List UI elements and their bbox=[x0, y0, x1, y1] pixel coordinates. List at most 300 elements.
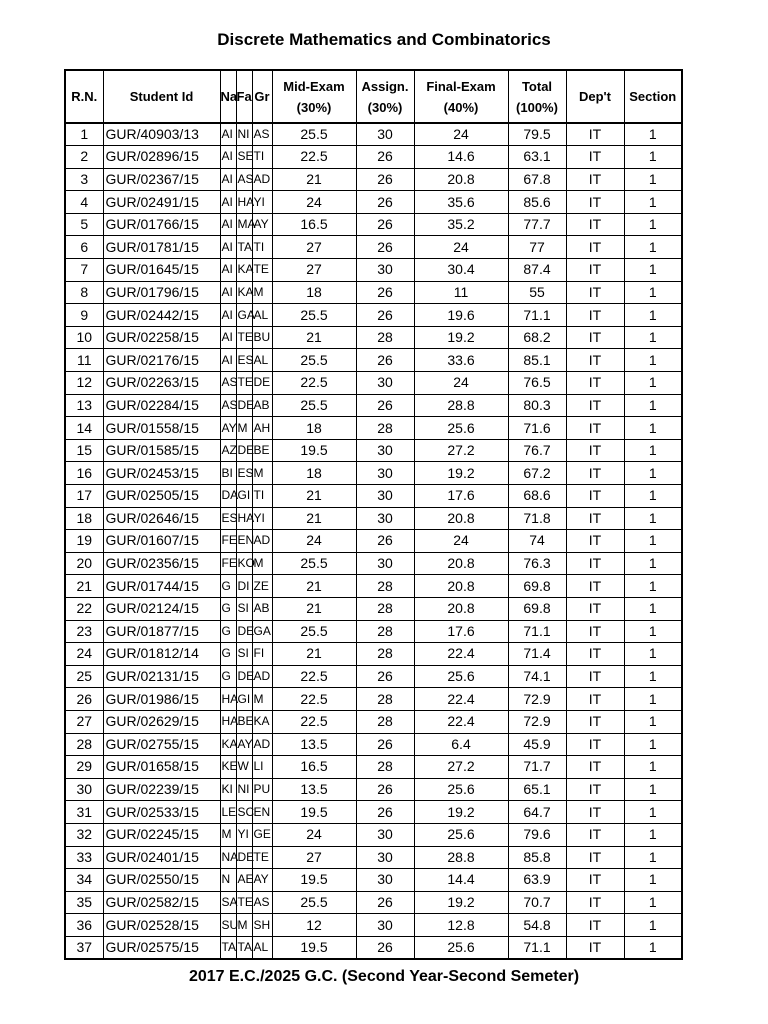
father-name-cell: NI bbox=[236, 123, 252, 146]
final-exam-score-cell: 25.6 bbox=[414, 936, 508, 959]
assignment-score-cell: 30 bbox=[356, 869, 414, 892]
total-score-cell: 71.8 bbox=[508, 507, 566, 530]
student-id-cell: GUR/02356/15 bbox=[103, 552, 220, 575]
mid-exam-score-cell: 25.5 bbox=[272, 620, 356, 643]
row-number-cell: 23 bbox=[65, 620, 103, 643]
department-cell: IT bbox=[566, 710, 624, 733]
assignment-score-cell: 30 bbox=[356, 823, 414, 846]
final-exam-score-cell: 19.2 bbox=[414, 801, 508, 824]
department-cell: IT bbox=[566, 936, 624, 959]
student-id-cell: GUR/01781/15 bbox=[103, 236, 220, 259]
grandfather-name-cell: BE bbox=[252, 439, 272, 462]
assignment-score-cell: 26 bbox=[356, 213, 414, 236]
grandfather-name-cell: M bbox=[252, 281, 272, 304]
father-name-cell: SI bbox=[236, 597, 252, 620]
row-number-cell: 16 bbox=[65, 462, 103, 485]
section-cell: 1 bbox=[624, 801, 682, 824]
student-name-cell: DA bbox=[220, 485, 236, 508]
row-number-cell: 7 bbox=[65, 259, 103, 282]
father-name-cell: M bbox=[236, 914, 252, 937]
section-cell: 1 bbox=[624, 530, 682, 553]
header-mid-exam-weight: (30%) bbox=[296, 99, 332, 115]
table-row bbox=[65, 259, 682, 282]
grandfather-name-cell: AD bbox=[252, 530, 272, 553]
total-score-cell: 71.1 bbox=[508, 304, 566, 327]
final-exam-score-cell: 12.8 bbox=[414, 914, 508, 937]
father-name-cell: SC bbox=[236, 801, 252, 824]
student-id-cell: GUR/40903/13 bbox=[103, 123, 220, 146]
father-name-cell: ES bbox=[236, 349, 252, 372]
row-number-cell: 15 bbox=[65, 439, 103, 462]
father-name-cell: NI bbox=[236, 778, 252, 801]
assignment-score-cell: 26 bbox=[356, 191, 414, 214]
student-name-cell: ES bbox=[220, 507, 236, 530]
department-cell: IT bbox=[566, 891, 624, 914]
department-cell: IT bbox=[566, 552, 624, 575]
row-number-cell: 27 bbox=[65, 710, 103, 733]
grades-body bbox=[65, 123, 682, 959]
total-score-cell: 74.1 bbox=[508, 665, 566, 688]
department-cell: IT bbox=[566, 259, 624, 282]
student-id-cell: GUR/01645/15 bbox=[103, 259, 220, 282]
student-id-cell: GUR/02258/15 bbox=[103, 326, 220, 349]
assignment-score-cell: 30 bbox=[356, 507, 414, 530]
student-name-cell: M bbox=[220, 823, 236, 846]
final-exam-score-cell: 20.8 bbox=[414, 597, 508, 620]
mid-exam-score-cell: 21 bbox=[272, 643, 356, 666]
assignment-score-cell: 26 bbox=[356, 236, 414, 259]
row-number-cell: 33 bbox=[65, 846, 103, 869]
department-cell: IT bbox=[566, 236, 624, 259]
department-cell: IT bbox=[566, 914, 624, 937]
row-number-cell: 25 bbox=[65, 665, 103, 688]
assignment-score-cell: 28 bbox=[356, 417, 414, 440]
father-name-cell: DE bbox=[236, 846, 252, 869]
student-name-cell: AZ bbox=[220, 439, 236, 462]
grades-table bbox=[64, 69, 683, 960]
father-name-cell: SI bbox=[236, 643, 252, 666]
final-exam-score-cell: 20.8 bbox=[414, 552, 508, 575]
section-cell: 1 bbox=[624, 417, 682, 440]
student-id-cell: GUR/02124/15 bbox=[103, 597, 220, 620]
final-exam-score-cell: 25.6 bbox=[414, 823, 508, 846]
grandfather-name-cell: YI bbox=[252, 191, 272, 214]
grandfather-name-cell: AY bbox=[252, 869, 272, 892]
header-total-label: Total bbox=[521, 78, 553, 94]
mid-exam-score-cell: 22.5 bbox=[272, 372, 356, 395]
section-cell: 1 bbox=[624, 123, 682, 146]
father-name-cell: DE bbox=[236, 620, 252, 643]
mid-exam-score-cell: 22.5 bbox=[272, 688, 356, 711]
mid-exam-score-cell: 21 bbox=[272, 597, 356, 620]
student-name-cell: AI bbox=[220, 304, 236, 327]
assignment-score-cell: 26 bbox=[356, 801, 414, 824]
mid-exam-score-cell: 13.5 bbox=[272, 778, 356, 801]
final-exam-score-cell: 27.2 bbox=[414, 439, 508, 462]
total-score-cell: 55 bbox=[508, 281, 566, 304]
mid-exam-score-cell: 21 bbox=[272, 168, 356, 191]
department-cell: IT bbox=[566, 191, 624, 214]
student-name-cell: G bbox=[220, 643, 236, 666]
row-number-cell: 13 bbox=[65, 394, 103, 417]
student-name-cell: AI bbox=[220, 326, 236, 349]
final-exam-score-cell: 19.2 bbox=[414, 326, 508, 349]
grandfather-name-cell: YI bbox=[252, 507, 272, 530]
row-number-cell: 6 bbox=[65, 236, 103, 259]
header-grandfather-name: Gr bbox=[252, 70, 272, 123]
student-name-cell: AI bbox=[220, 213, 236, 236]
father-name-cell: KA bbox=[236, 259, 252, 282]
section-cell: 1 bbox=[624, 936, 682, 959]
department-cell: IT bbox=[566, 756, 624, 779]
assignment-score-cell: 28 bbox=[356, 620, 414, 643]
student-id-cell: GUR/02646/15 bbox=[103, 507, 220, 530]
department-cell: IT bbox=[566, 733, 624, 756]
grandfather-name-cell: AY bbox=[252, 213, 272, 236]
header-row bbox=[65, 70, 682, 123]
student-name-cell: AI bbox=[220, 146, 236, 169]
father-name-cell: AY bbox=[236, 733, 252, 756]
table-row bbox=[65, 688, 682, 711]
grandfather-name-cell: M bbox=[252, 552, 272, 575]
mid-exam-score-cell: 16.5 bbox=[272, 213, 356, 236]
father-name-cell: DE bbox=[236, 665, 252, 688]
student-name-cell: AI bbox=[220, 168, 236, 191]
student-name-cell: AY bbox=[220, 417, 236, 440]
student-name-cell: SU bbox=[220, 914, 236, 937]
department-cell: IT bbox=[566, 168, 624, 191]
grandfather-name-cell: TI bbox=[252, 485, 272, 508]
assignment-score-cell: 30 bbox=[356, 439, 414, 462]
mid-exam-score-cell: 18 bbox=[272, 417, 356, 440]
final-exam-score-cell: 20.8 bbox=[414, 168, 508, 191]
department-cell: IT bbox=[566, 439, 624, 462]
grandfather-name-cell: AS bbox=[252, 891, 272, 914]
student-id-cell: GUR/02284/15 bbox=[103, 394, 220, 417]
section-cell: 1 bbox=[624, 688, 682, 711]
student-id-cell: GUR/02533/15 bbox=[103, 801, 220, 824]
grandfather-name-cell: BU bbox=[252, 326, 272, 349]
section-cell: 1 bbox=[624, 236, 682, 259]
grandfather-name-cell: GA bbox=[252, 620, 272, 643]
department-cell: IT bbox=[566, 688, 624, 711]
father-name-cell: EN bbox=[236, 530, 252, 553]
student-name-cell: G bbox=[220, 665, 236, 688]
final-exam-score-cell: 20.8 bbox=[414, 575, 508, 598]
father-name-cell: ES bbox=[236, 462, 252, 485]
father-name-cell: GA bbox=[236, 304, 252, 327]
header-section: Section bbox=[624, 70, 682, 123]
grandfather-name-cell: TE bbox=[252, 259, 272, 282]
table-row bbox=[65, 123, 682, 146]
row-number-cell: 10 bbox=[65, 326, 103, 349]
table-row bbox=[65, 597, 682, 620]
assignment-score-cell: 28 bbox=[356, 597, 414, 620]
student-name-cell: AI bbox=[220, 191, 236, 214]
table-row bbox=[65, 575, 682, 598]
total-score-cell: 71.1 bbox=[508, 936, 566, 959]
assignment-score-cell: 30 bbox=[356, 485, 414, 508]
student-id-cell: GUR/02550/15 bbox=[103, 869, 220, 892]
student-id-cell: GUR/02491/15 bbox=[103, 191, 220, 214]
table-row bbox=[65, 869, 682, 892]
final-exam-score-cell: 22.4 bbox=[414, 710, 508, 733]
student-id-cell: GUR/02263/15 bbox=[103, 372, 220, 395]
mid-exam-score-cell: 25.5 bbox=[272, 552, 356, 575]
grandfather-name-cell: AL bbox=[252, 936, 272, 959]
final-exam-score-cell: 27.2 bbox=[414, 756, 508, 779]
table-row bbox=[65, 530, 682, 553]
department-cell: IT bbox=[566, 575, 624, 598]
section-cell: 1 bbox=[624, 823, 682, 846]
final-exam-score-cell: 28.8 bbox=[414, 394, 508, 417]
department-cell: IT bbox=[566, 507, 624, 530]
student-name-cell: KA bbox=[220, 733, 236, 756]
row-number-cell: 34 bbox=[65, 869, 103, 892]
section-cell: 1 bbox=[624, 372, 682, 395]
final-exam-score-cell: 22.4 bbox=[414, 643, 508, 666]
total-score-cell: 63.9 bbox=[508, 869, 566, 892]
total-score-cell: 87.4 bbox=[508, 259, 566, 282]
header-total bbox=[508, 70, 566, 123]
final-exam-score-cell: 19.2 bbox=[414, 462, 508, 485]
final-exam-score-cell: 19.6 bbox=[414, 304, 508, 327]
row-number-cell: 4 bbox=[65, 191, 103, 214]
mid-exam-score-cell: 25.5 bbox=[272, 891, 356, 914]
total-score-cell: 70.7 bbox=[508, 891, 566, 914]
student-name-cell: FE bbox=[220, 552, 236, 575]
header-assignment bbox=[356, 70, 414, 123]
student-name-cell: HA bbox=[220, 688, 236, 711]
row-number-cell: 2 bbox=[65, 146, 103, 169]
student-name-cell: G bbox=[220, 597, 236, 620]
grandfather-name-cell: AD bbox=[252, 168, 272, 191]
student-name-cell: AS bbox=[220, 394, 236, 417]
table-row bbox=[65, 439, 682, 462]
final-exam-score-cell: 22.4 bbox=[414, 688, 508, 711]
assignment-score-cell: 26 bbox=[356, 733, 414, 756]
father-name-cell: DI bbox=[236, 575, 252, 598]
section-cell: 1 bbox=[624, 869, 682, 892]
final-exam-score-cell: 28.8 bbox=[414, 846, 508, 869]
father-name-cell: TA bbox=[236, 236, 252, 259]
table-row bbox=[65, 394, 682, 417]
table-row bbox=[65, 326, 682, 349]
student-id-cell: GUR/01558/15 bbox=[103, 417, 220, 440]
table-row bbox=[65, 756, 682, 779]
row-number-cell: 36 bbox=[65, 914, 103, 937]
mid-exam-score-cell: 22.5 bbox=[272, 665, 356, 688]
grandfather-name-cell: ZE bbox=[252, 575, 272, 598]
row-number-cell: 28 bbox=[65, 733, 103, 756]
total-score-cell: 85.8 bbox=[508, 846, 566, 869]
table-row bbox=[65, 891, 682, 914]
assignment-score-cell: 28 bbox=[356, 643, 414, 666]
mid-exam-score-cell: 27 bbox=[272, 846, 356, 869]
student-id-cell: GUR/02453/15 bbox=[103, 462, 220, 485]
grandfather-name-cell: FI bbox=[252, 643, 272, 666]
mid-exam-score-cell: 19.5 bbox=[272, 439, 356, 462]
table-row bbox=[65, 665, 682, 688]
grandfather-name-cell: KA bbox=[252, 710, 272, 733]
row-number-cell: 20 bbox=[65, 552, 103, 575]
grandfather-name-cell: M bbox=[252, 462, 272, 485]
table-row bbox=[65, 213, 682, 236]
grandfather-name-cell: PU bbox=[252, 778, 272, 801]
student-name-cell: AI bbox=[220, 349, 236, 372]
total-score-cell: 68.2 bbox=[508, 326, 566, 349]
section-cell: 1 bbox=[624, 665, 682, 688]
department-cell: IT bbox=[566, 123, 624, 146]
mid-exam-score-cell: 25.5 bbox=[272, 349, 356, 372]
table-row bbox=[65, 552, 682, 575]
final-exam-score-cell: 24 bbox=[414, 372, 508, 395]
grandfather-name-cell: TI bbox=[252, 236, 272, 259]
mid-exam-score-cell: 12 bbox=[272, 914, 356, 937]
row-number-cell: 30 bbox=[65, 778, 103, 801]
department-cell: IT bbox=[566, 823, 624, 846]
table-row bbox=[65, 846, 682, 869]
mid-exam-score-cell: 18 bbox=[272, 281, 356, 304]
header-father-name: Fa bbox=[236, 70, 252, 123]
father-name-cell: HA bbox=[236, 191, 252, 214]
row-number-cell: 11 bbox=[65, 349, 103, 372]
final-exam-score-cell: 17.6 bbox=[414, 485, 508, 508]
row-number-cell: 9 bbox=[65, 304, 103, 327]
department-cell: IT bbox=[566, 462, 624, 485]
row-number-cell: 17 bbox=[65, 485, 103, 508]
assignment-score-cell: 30 bbox=[356, 846, 414, 869]
student-id-cell: GUR/02505/15 bbox=[103, 485, 220, 508]
section-cell: 1 bbox=[624, 733, 682, 756]
assignment-score-cell: 26 bbox=[356, 349, 414, 372]
section-cell: 1 bbox=[624, 620, 682, 643]
final-exam-score-cell: 25.6 bbox=[414, 665, 508, 688]
assignment-score-cell: 28 bbox=[356, 756, 414, 779]
student-id-cell: GUR/01986/15 bbox=[103, 688, 220, 711]
section-cell: 1 bbox=[624, 485, 682, 508]
table-row bbox=[65, 733, 682, 756]
father-name-cell: TE bbox=[236, 891, 252, 914]
header-rn: R.N. bbox=[65, 70, 103, 123]
student-name-cell: G bbox=[220, 620, 236, 643]
assignment-score-cell: 26 bbox=[356, 281, 414, 304]
section-cell: 1 bbox=[624, 213, 682, 236]
section-cell: 1 bbox=[624, 575, 682, 598]
section-cell: 1 bbox=[624, 191, 682, 214]
table-row bbox=[65, 168, 682, 191]
total-score-cell: 76.5 bbox=[508, 372, 566, 395]
total-score-cell: 79.5 bbox=[508, 123, 566, 146]
student-id-cell: GUR/02582/15 bbox=[103, 891, 220, 914]
father-name-cell: TE bbox=[236, 372, 252, 395]
section-cell: 1 bbox=[624, 304, 682, 327]
total-score-cell: 71.6 bbox=[508, 417, 566, 440]
section-cell: 1 bbox=[624, 778, 682, 801]
mid-exam-score-cell: 19.5 bbox=[272, 801, 356, 824]
section-cell: 1 bbox=[624, 168, 682, 191]
father-name-cell: GI bbox=[236, 485, 252, 508]
father-name-cell: SE bbox=[236, 146, 252, 169]
department-cell: IT bbox=[566, 146, 624, 169]
total-score-cell: 77.7 bbox=[508, 213, 566, 236]
section-cell: 1 bbox=[624, 597, 682, 620]
assignment-score-cell: 30 bbox=[356, 552, 414, 575]
grandfather-name-cell: LI bbox=[252, 756, 272, 779]
total-score-cell: 63.1 bbox=[508, 146, 566, 169]
total-score-cell: 72.9 bbox=[508, 710, 566, 733]
assignment-score-cell: 30 bbox=[356, 914, 414, 937]
assignment-score-cell: 30 bbox=[356, 259, 414, 282]
section-cell: 1 bbox=[624, 846, 682, 869]
table-row bbox=[65, 236, 682, 259]
section-cell: 1 bbox=[624, 462, 682, 485]
mid-exam-score-cell: 24 bbox=[272, 530, 356, 553]
section-cell: 1 bbox=[624, 281, 682, 304]
mid-exam-score-cell: 19.5 bbox=[272, 869, 356, 892]
assignment-score-cell: 26 bbox=[356, 394, 414, 417]
mid-exam-score-cell: 22.5 bbox=[272, 710, 356, 733]
assignment-score-cell: 30 bbox=[356, 372, 414, 395]
grandfather-name-cell: DE bbox=[252, 372, 272, 395]
table-row bbox=[65, 281, 682, 304]
student-name-cell: AI bbox=[220, 259, 236, 282]
father-name-cell: DE bbox=[236, 439, 252, 462]
row-number-cell: 24 bbox=[65, 643, 103, 666]
header-assignment-label: Assign. bbox=[361, 78, 409, 94]
department-cell: IT bbox=[566, 485, 624, 508]
row-number-cell: 14 bbox=[65, 417, 103, 440]
total-score-cell: 67.2 bbox=[508, 462, 566, 485]
mid-exam-score-cell: 22.5 bbox=[272, 146, 356, 169]
student-name-cell: G bbox=[220, 575, 236, 598]
total-score-cell: 72.9 bbox=[508, 688, 566, 711]
section-cell: 1 bbox=[624, 259, 682, 282]
grandfather-name-cell: AL bbox=[252, 349, 272, 372]
department-cell: IT bbox=[566, 643, 624, 666]
grandfather-name-cell: TE bbox=[252, 846, 272, 869]
section-cell: 1 bbox=[624, 756, 682, 779]
row-number-cell: 29 bbox=[65, 756, 103, 779]
table-row bbox=[65, 372, 682, 395]
final-exam-score-cell: 14.6 bbox=[414, 146, 508, 169]
row-number-cell: 1 bbox=[65, 123, 103, 146]
grandfather-name-cell: AD bbox=[252, 733, 272, 756]
final-exam-score-cell: 25.6 bbox=[414, 417, 508, 440]
mid-exam-score-cell: 27 bbox=[272, 259, 356, 282]
row-number-cell: 22 bbox=[65, 597, 103, 620]
mid-exam-score-cell: 21 bbox=[272, 326, 356, 349]
mid-exam-score-cell: 27 bbox=[272, 236, 356, 259]
table-row bbox=[65, 801, 682, 824]
total-score-cell: 69.8 bbox=[508, 575, 566, 598]
grandfather-name-cell: AD bbox=[252, 665, 272, 688]
student-name-cell: AI bbox=[220, 123, 236, 146]
student-name-cell: HA bbox=[220, 710, 236, 733]
section-cell: 1 bbox=[624, 552, 682, 575]
final-exam-score-cell: 24 bbox=[414, 236, 508, 259]
final-exam-score-cell: 20.8 bbox=[414, 507, 508, 530]
row-number-cell: 5 bbox=[65, 213, 103, 236]
father-name-cell: TA bbox=[236, 936, 252, 959]
student-id-cell: GUR/02755/15 bbox=[103, 733, 220, 756]
total-score-cell: 65.1 bbox=[508, 778, 566, 801]
section-cell: 1 bbox=[624, 914, 682, 937]
student-name-cell: AI bbox=[220, 281, 236, 304]
row-number-cell: 35 bbox=[65, 891, 103, 914]
student-id-cell: GUR/02367/15 bbox=[103, 168, 220, 191]
student-name-cell: TA bbox=[220, 936, 236, 959]
